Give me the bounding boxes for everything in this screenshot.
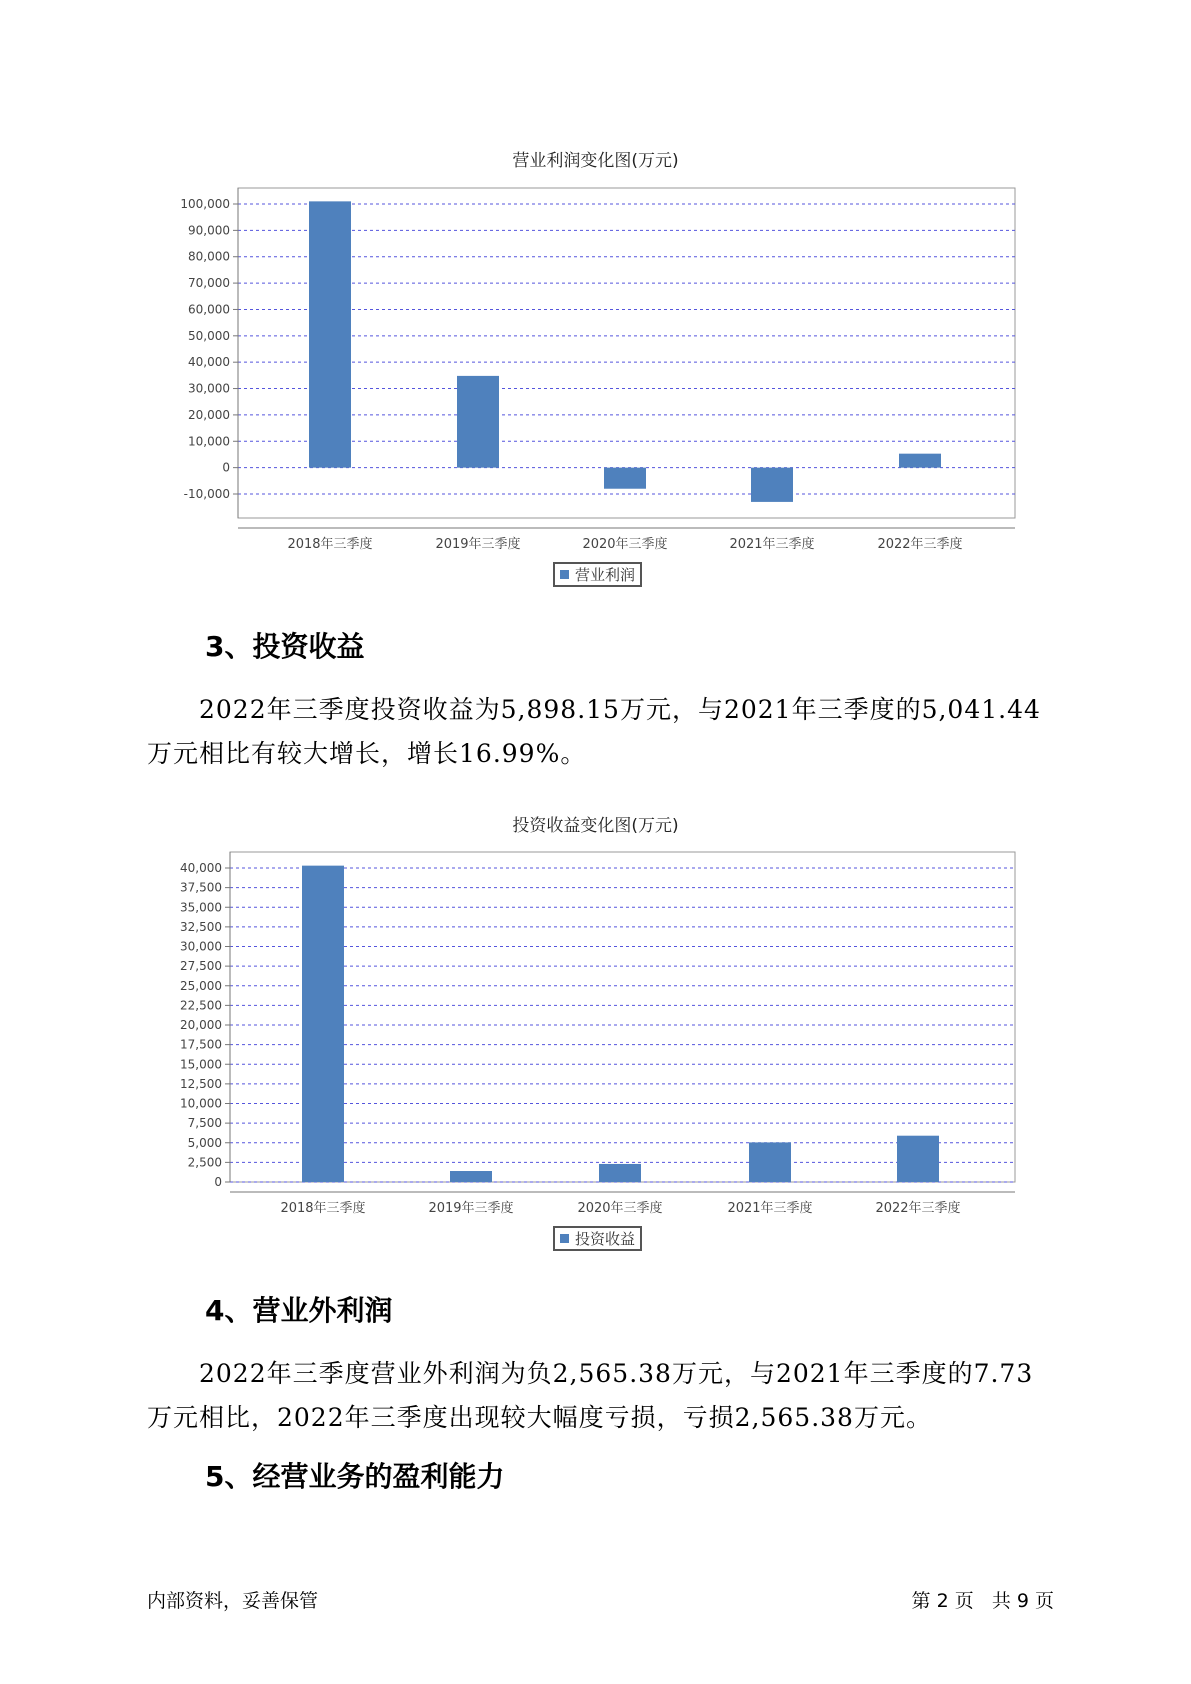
y-tick-label: 70,000 [188, 276, 230, 291]
paragraph [147, 688, 1047, 776]
y-tick-label: 40,000 [180, 861, 222, 875]
bar [309, 201, 351, 467]
x-tick-label: 2019年三季度 [428, 1201, 514, 1216]
chart-legend [553, 1226, 642, 1251]
y-tick-label: 30,000 [188, 381, 230, 396]
x-tick-label: 2020年三季度 [577, 1201, 663, 1216]
bar [897, 1136, 939, 1182]
y-tick-label: 90,000 [188, 223, 230, 238]
bar [457, 376, 499, 468]
section-heading: 3、投资收益 [205, 630, 365, 663]
x-tick-label: 2021年三季度 [727, 1201, 813, 1216]
x-tick-label: 2022年三季度 [877, 537, 963, 552]
bar [450, 1171, 492, 1182]
y-tick-label: 35,000 [180, 900, 222, 915]
bar [749, 1142, 791, 1182]
legend-swatch [560, 570, 569, 579]
page-number: 第 2 页 共 9 页 [911, 1590, 1054, 1612]
y-tick-label: 20,000 [180, 1018, 222, 1032]
y-tick-label: 80,000 [188, 249, 230, 264]
y-tick-label: 32,500 [180, 919, 222, 934]
operating-profit-chart [0, 170, 1191, 550]
legend-label: 投资收益 [575, 1230, 636, 1248]
plot-area [230, 852, 1015, 1182]
y-tick-label: 40,000 [188, 355, 230, 370]
y-tick-label: 50,000 [188, 328, 230, 343]
y-tick-label: 0 [222, 460, 230, 475]
y-tick-label: 27,500 [180, 959, 222, 974]
y-tick-label: 37,500 [180, 880, 222, 895]
x-tick-label: 2019年三季度 [435, 537, 521, 552]
y-tick-label: 10,000 [188, 434, 230, 449]
y-tick-label: 5,000 [187, 1135, 222, 1150]
chart-title: 投资收益变化图(万元) [512, 816, 679, 836]
x-tick-label: 2021年三季度 [729, 537, 815, 552]
y-tick-label: 10,000 [180, 1096, 222, 1111]
bar [604, 468, 646, 489]
y-tick-label: 20,000 [188, 407, 230, 422]
y-tick-label: 60,000 [188, 302, 230, 317]
y-tick-label: 25,000 [180, 978, 222, 993]
x-tick-label: 2022年三季度 [875, 1201, 961, 1216]
bar [899, 454, 941, 468]
footer-note: 内部资料，妥善保管 [147, 1590, 319, 1612]
x-tick-label: 2018年三季度 [287, 537, 373, 552]
y-tick-label: 7,500 [187, 1116, 222, 1131]
paragraph-line: 万元相比有较大增长，增长16.99%。 [147, 739, 587, 768]
bar [751, 468, 793, 502]
y-tick-label: 30,000 [180, 939, 222, 954]
y-tick-label: 17,500 [180, 1037, 222, 1052]
y-tick-label: 0 [214, 1175, 222, 1189]
paragraph [147, 1352, 1047, 1440]
y-tick-label: 12,500 [180, 1076, 222, 1091]
y-tick-label: 100,000 [180, 197, 230, 211]
x-tick-label: 2020年三季度 [582, 537, 668, 552]
legend-label: 营业利润 [575, 566, 636, 584]
chart-title: 营业利润变化图(万元) [512, 151, 679, 171]
investment-income-chart [0, 840, 1191, 1216]
legend-swatch [560, 1234, 569, 1243]
section-heading: 4、营业外利润 [205, 1294, 393, 1327]
bar [302, 866, 344, 1182]
chart-legend [553, 562, 642, 587]
paragraph-line: 2022年三季度营业外利润为负2,565.38万元，与2021年三季度的7.73 [199, 1359, 1034, 1388]
bar [599, 1164, 641, 1182]
paragraph-line: 2022年三季度投资收益为5,898.15万元，与2021年三季度的5,041.44 [199, 695, 1041, 724]
y-tick-label: 22,500 [180, 998, 222, 1013]
section-heading: 5、经营业务的盈利能力 [205, 1460, 505, 1493]
y-tick-label: 15,000 [180, 1057, 222, 1072]
y-tick-label: -10,000 [183, 487, 230, 501]
y-tick-label: 2,500 [187, 1155, 222, 1170]
x-tick-label: 2018年三季度 [280, 1201, 366, 1216]
paragraph-line: 万元相比，2022年三季度出现较大幅度亏损，亏损2,565.38万元。 [147, 1403, 932, 1432]
